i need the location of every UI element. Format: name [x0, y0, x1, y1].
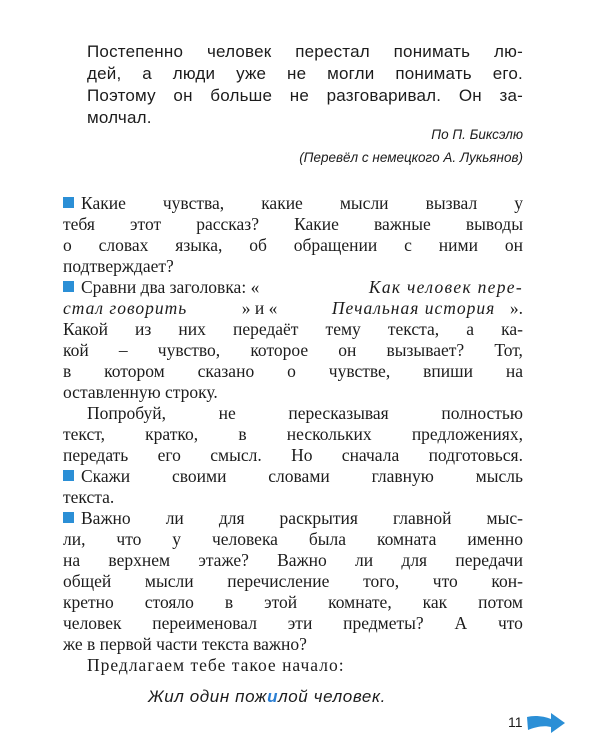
word: ли	[355, 550, 374, 570]
question-2-line-2	[63, 298, 523, 319]
word: словах	[98, 235, 149, 255]
question-1-line-4: подтверждает?	[63, 256, 174, 276]
example-before: Жил один пож	[148, 687, 268, 706]
try-line-2	[63, 424, 523, 445]
word: о	[63, 235, 72, 255]
word: полностью	[441, 403, 523, 423]
word: А	[454, 613, 468, 633]
word: текст,	[63, 424, 105, 444]
word: мысли	[339, 193, 389, 213]
word: понимать	[393, 42, 471, 61]
word: для	[401, 550, 428, 570]
title-1-part-a: Как человек пере-	[368, 277, 523, 297]
word: человек	[63, 613, 122, 633]
word: Но	[291, 445, 313, 465]
word: –	[118, 340, 128, 360]
word: его.	[492, 64, 523, 83]
question-4-line-7: же в первой части текста важно?	[63, 634, 307, 654]
word: у	[172, 529, 182, 549]
word: вызывает?	[386, 340, 465, 360]
title-2: Печальная история	[331, 298, 496, 318]
example-sentence	[148, 687, 386, 707]
word: об	[249, 235, 267, 255]
word: какие	[261, 193, 303, 213]
word: передачи	[455, 550, 523, 570]
page-number: 11	[508, 714, 523, 730]
title-close: ».	[509, 298, 523, 318]
question-4-line-3	[63, 550, 523, 571]
word: раскрытия	[279, 508, 358, 528]
word: котором	[104, 361, 165, 381]
word: главную	[371, 466, 434, 486]
bullet-square-icon	[63, 512, 74, 523]
word: Какой	[63, 319, 108, 339]
word: перечисление	[227, 571, 330, 591]
word: дей,	[87, 64, 122, 83]
word: мысли	[144, 571, 194, 591]
question-1-line-1	[63, 193, 523, 214]
word: мысль	[475, 466, 523, 486]
word: Какие	[81, 193, 126, 213]
word: переименовал	[152, 613, 257, 633]
word: о	[287, 361, 296, 381]
word: что	[116, 529, 142, 549]
word: Тот,	[494, 340, 523, 360]
word: разговаривал.	[326, 86, 442, 105]
example-accent: и	[267, 687, 279, 706]
word: чувстве,	[328, 361, 391, 381]
word: стояло	[144, 592, 194, 612]
word: того,	[363, 571, 400, 591]
offer-line: Предлагаем тебе такое начало:	[87, 655, 345, 675]
bullet-square-icon	[63, 281, 74, 292]
word: что	[497, 613, 523, 633]
intro-line-2	[87, 64, 523, 84]
question-2-line-5	[63, 361, 523, 382]
title-separator: » и «	[241, 298, 278, 318]
question-2-line-4	[63, 340, 523, 361]
word: он	[173, 86, 193, 105]
word: ли,	[63, 529, 86, 549]
word: впиши	[423, 361, 473, 381]
word: для	[218, 508, 245, 528]
question-4-line-4	[63, 571, 523, 592]
word: своими	[171, 466, 227, 486]
word: на	[505, 361, 523, 381]
word: люди	[172, 64, 216, 83]
word: ли	[165, 508, 184, 528]
word: мыс-	[486, 508, 523, 528]
question-2-line-1	[63, 277, 523, 298]
word: понимать	[395, 64, 472, 83]
question-4-line-5	[63, 592, 523, 613]
word: нескольких	[286, 424, 372, 444]
bullet-square-icon	[63, 197, 74, 208]
attribution-translator: (Перевёл с немецкого А. Лукьянов)	[299, 150, 523, 165]
word: в	[63, 361, 72, 381]
word: текста,	[387, 319, 440, 339]
question-2-line-3	[63, 319, 523, 340]
word: он	[504, 235, 523, 255]
word: ними	[438, 235, 478, 255]
word: выводы	[465, 214, 523, 234]
question-4-line-2	[63, 529, 523, 550]
question-2-line-6: оставленную строку.	[63, 382, 218, 402]
word: подготовься.	[428, 445, 523, 465]
title-1-part-b: стал говорить	[63, 298, 188, 318]
word: как	[422, 592, 448, 612]
word: рассказ?	[196, 214, 259, 234]
word: этаже?	[198, 550, 249, 570]
word: чувства,	[162, 193, 225, 213]
word: важные	[374, 214, 431, 234]
word: которое	[250, 340, 309, 360]
word: в	[224, 592, 234, 612]
word: этой	[264, 592, 298, 612]
word: обращении	[293, 235, 378, 255]
word: не	[218, 403, 236, 423]
word: кой	[63, 340, 89, 360]
word: Постепенно	[87, 42, 184, 61]
word: передать	[63, 445, 129, 465]
word: чувство,	[157, 340, 221, 360]
try-line-3	[63, 445, 523, 466]
word: языка,	[175, 235, 223, 255]
word: человек	[206, 42, 272, 61]
word: предложениях,	[411, 424, 523, 444]
word: на	[63, 550, 81, 570]
word: за-	[499, 86, 523, 105]
word: из	[135, 319, 152, 339]
word: комната	[376, 529, 437, 549]
word: а	[142, 64, 152, 83]
word: лю-	[494, 42, 523, 61]
word: Попробуй,	[87, 403, 166, 423]
word: вызвал	[425, 193, 478, 213]
word: перестал	[295, 42, 370, 61]
word: больше	[210, 86, 273, 105]
word: тебя	[63, 214, 95, 234]
word: человека	[211, 529, 278, 549]
word: Какие	[294, 214, 339, 234]
word: его	[157, 445, 181, 465]
word: была	[308, 529, 347, 549]
word: Поэтому	[87, 86, 156, 105]
word: эти	[287, 613, 313, 633]
word: этот	[130, 214, 162, 234]
word: Важно	[81, 508, 131, 528]
word: не	[287, 64, 307, 83]
intro-line-1	[87, 42, 523, 62]
word: с	[404, 235, 412, 255]
word: а	[466, 319, 474, 339]
question-1-line-3	[63, 235, 523, 256]
intro-line-3	[87, 86, 523, 106]
word: кратко,	[145, 424, 199, 444]
word: сначала	[341, 445, 400, 465]
attribution-author: По П. Биксэлю	[431, 127, 523, 142]
word: передаёт	[232, 319, 299, 339]
word: могли	[327, 64, 375, 83]
word: тему	[325, 319, 361, 339]
word: потом	[478, 592, 523, 612]
question-3-line-1	[63, 466, 523, 487]
question-4-line-6	[63, 613, 523, 634]
word: ка-	[501, 319, 523, 339]
next-page-arrow-icon	[526, 712, 566, 734]
word: Он	[458, 86, 482, 105]
word: них	[178, 319, 206, 339]
word: верхнем	[108, 550, 171, 570]
word: главной	[392, 508, 452, 528]
question-1-line-2	[63, 214, 523, 235]
question-2-intro: Сравни два заголовка: «	[81, 277, 260, 297]
word: у	[514, 193, 523, 213]
word: не	[289, 86, 310, 105]
word: он	[338, 340, 357, 360]
word: Скажи	[81, 466, 131, 486]
question-4-line-1	[63, 508, 523, 529]
word: в	[238, 424, 247, 444]
word: кон-	[491, 571, 523, 591]
word: комнате,	[328, 592, 392, 612]
word: предметы?	[343, 613, 424, 633]
intro-line-4: молчал.	[87, 108, 152, 127]
word: что	[432, 571, 458, 591]
word: общей	[63, 571, 112, 591]
example-after: лой человек.	[278, 687, 386, 706]
word: уже	[236, 64, 267, 83]
word: смысл.	[210, 445, 262, 465]
word: именно	[467, 529, 523, 549]
question-3-line-2: текста.	[63, 487, 115, 507]
word: пересказывая	[288, 403, 389, 423]
word: словами	[268, 466, 330, 486]
bullet-square-icon	[63, 470, 74, 481]
word: сказано	[197, 361, 255, 381]
try-line-1	[87, 403, 523, 424]
word: кретно	[63, 592, 114, 612]
word: Важно	[277, 550, 327, 570]
